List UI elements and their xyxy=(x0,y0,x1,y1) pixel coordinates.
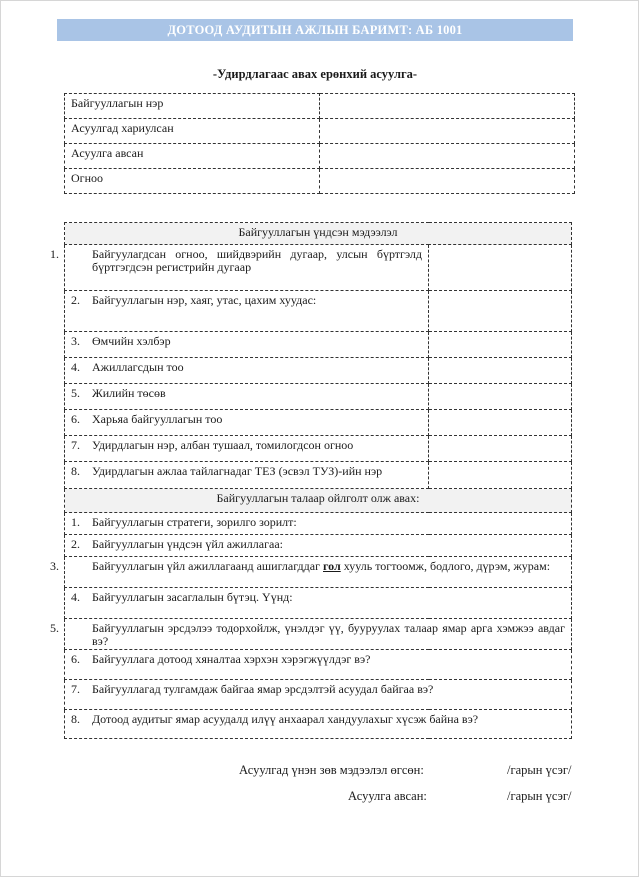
answer-field[interactable] xyxy=(429,462,572,489)
question-cell: 6. Харьяа байгууллагын тоо xyxy=(65,410,429,436)
questionnaire-table xyxy=(50,222,572,739)
emphasis-word: гол xyxy=(323,559,341,573)
answer-field[interactable] xyxy=(429,245,572,291)
question-cell: 4. Ажиллагсдын тоо xyxy=(65,358,429,384)
table-row xyxy=(65,680,572,710)
answer-field[interactable] xyxy=(429,332,572,358)
info-row xyxy=(65,169,575,194)
answer-field[interactable] xyxy=(429,358,572,384)
signature-field-interviewer[interactable]: /гарын үсэг/ xyxy=(507,789,572,803)
question-cell: 2. Байгууллагын нэр, хаяг, утас, цахим хуудас: xyxy=(65,291,429,332)
info-value-field[interactable] xyxy=(320,144,575,169)
question-cell[interactable]: 7. Байгууллагад тулгамдаж байгаа ямар эрсдэлтэй асуудал байгаа вэ? xyxy=(65,680,572,710)
question-cell[interactable]: 5. Байгууллагын эрсдэлээ тодорхойлж, үнэлдэг үү, бууруулах талаар ямар арга хэмжээ авдаг вэ? xyxy=(65,619,572,650)
question-cell: 7. Удирдлагын нэр, албан тушаал, томилогдсон огноо xyxy=(65,436,429,462)
signature-label-respondent: Асуулгад үнэн зөв мэдээлэл өгсөн: xyxy=(239,763,424,777)
question-cell[interactable]: 4. Байгууллагын засаглалын бүтэц. Үүнд: xyxy=(65,588,572,619)
document-title-bar: ДОТООД АУДИТЫН АЖЛЫН БАРИМТ: АБ 1001 xyxy=(57,19,573,41)
table-row xyxy=(65,410,572,436)
table-row xyxy=(65,291,572,332)
section-header-understanding: Байгууллагын талаар ойлголт олж авах: xyxy=(65,489,572,513)
table-row xyxy=(65,245,572,291)
table-row xyxy=(65,436,572,462)
info-label: Асуулга авсан xyxy=(65,144,320,169)
answer-field[interactable] xyxy=(429,410,572,436)
question-cell: 1. Байгуулагдсан огноо, шийдвэрийн дугаар, улсын бүртгэлд бүртгэгдсэн регистрийн дугаар xyxy=(65,245,429,291)
signature-field-respondent[interactable]: /гарын үсэг/ xyxy=(507,763,572,777)
info-value-field[interactable] xyxy=(320,119,575,144)
info-label: Асуулгад хариулсан xyxy=(65,119,320,144)
answer-field[interactable] xyxy=(429,436,572,462)
info-value-field[interactable] xyxy=(320,94,575,119)
info-row xyxy=(65,119,575,144)
answer-field[interactable] xyxy=(429,384,572,410)
question-cell[interactable]: 6. Байгууллага дотоод хяналтаа хэрхэн хэрэгжүүлдэг вэ? xyxy=(65,650,572,680)
info-label: Огноо xyxy=(65,169,320,194)
question-cell[interactable]: 8. Дотоод аудитыг ямар асуудалд илүү анхаарал хандуулахыг хүсэж байна вэ? xyxy=(65,710,572,739)
table-row xyxy=(65,513,572,535)
table-row xyxy=(65,358,572,384)
info-table xyxy=(64,93,575,194)
question-cell[interactable]: 2. Байгууллагын үндсэн үйл ажиллагаа: xyxy=(65,535,572,557)
info-value-field[interactable] xyxy=(320,169,575,194)
info-label: Байгууллагын нэр xyxy=(65,94,320,119)
table-row xyxy=(65,332,572,358)
table-row xyxy=(65,384,572,410)
section-header-basic-info: Байгууллагын үндсэн мэдээлэл xyxy=(65,223,572,245)
question-cell[interactable]: 1. Байгууллагын стратеги, зорилго зорилт: xyxy=(65,513,572,535)
table-row xyxy=(65,557,572,588)
signature-label-interviewer: Асуулга авсан: xyxy=(348,789,427,803)
answer-field[interactable] xyxy=(429,291,572,332)
info-row xyxy=(65,144,575,169)
table-row xyxy=(65,588,572,619)
question-cell: 5. Жилийн төсөв xyxy=(65,384,429,410)
table-row xyxy=(65,462,572,489)
question-cell: 3. Өмчийн хэлбэр xyxy=(65,332,429,358)
table-row xyxy=(65,710,572,739)
table-row xyxy=(65,619,572,650)
question-cell[interactable]: 3. Байгууллагын үйл ажиллагаанд ашиглагддаг гол хууль тогтоомж, бодлого, дүрэм, журам: xyxy=(65,557,572,588)
question-cell: 8. Удирдлагын ажлаа тайлагнадаг ТЕЗ (эсвэл ТУЗ)-ийн нэр xyxy=(65,462,429,489)
info-row xyxy=(65,94,575,119)
table-row xyxy=(65,535,572,557)
document-subtitle: -Удирдлагаас авах ерөнхий асуулга- xyxy=(212,67,418,81)
table-row xyxy=(65,650,572,680)
